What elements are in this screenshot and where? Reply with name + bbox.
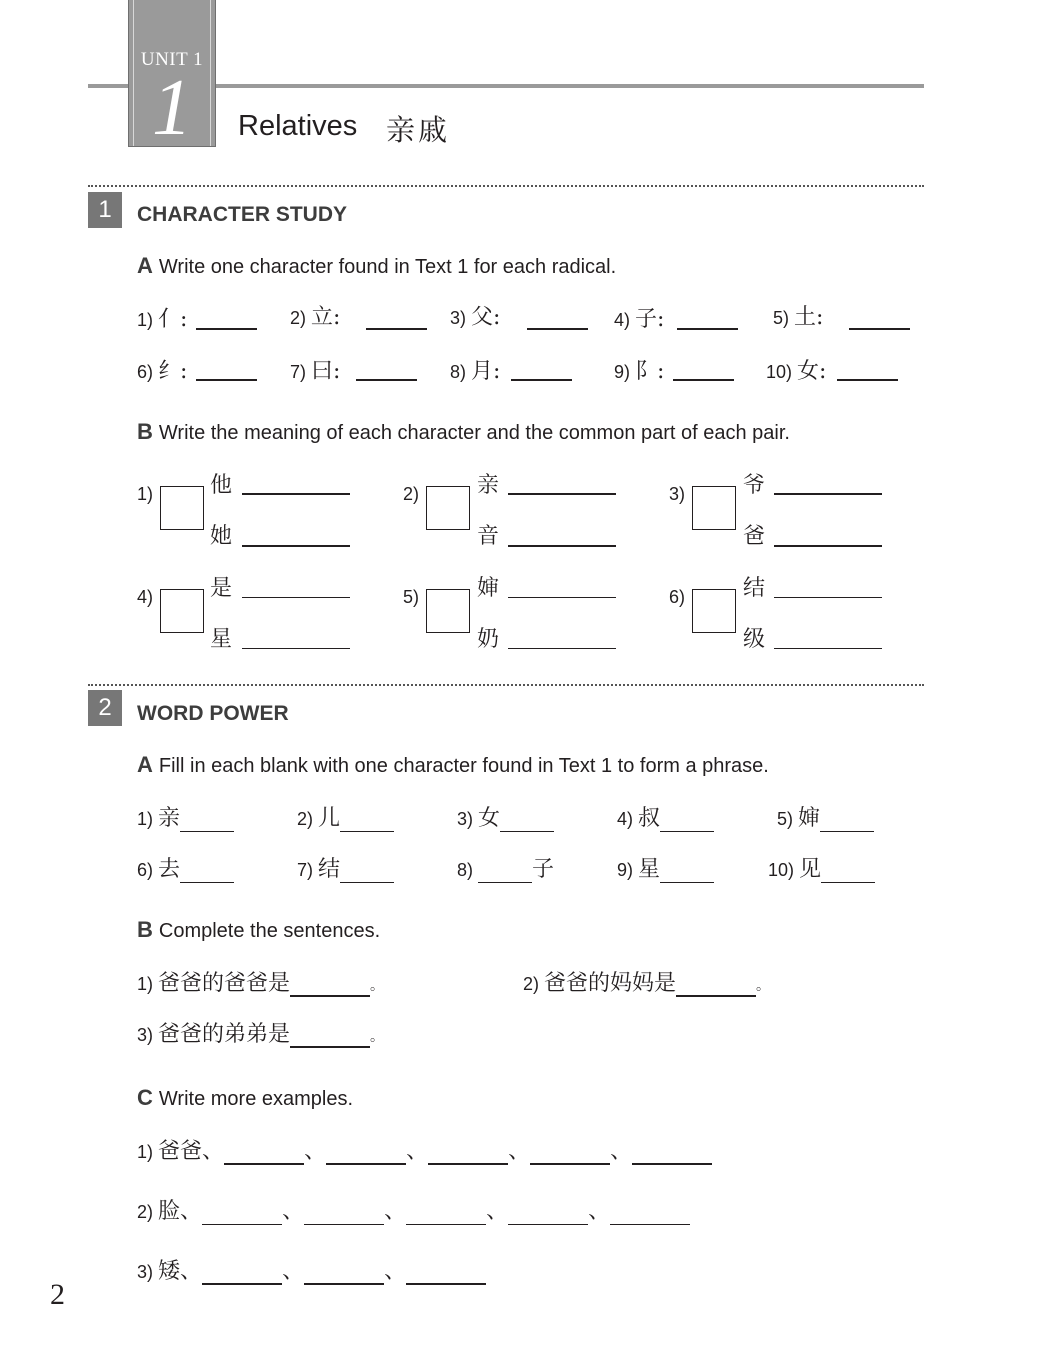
radical-item: 5) 土: bbox=[773, 305, 824, 330]
unit-title: Relatives bbox=[238, 110, 358, 142]
common-part-box[interactable] bbox=[426, 589, 470, 633]
pair-number: 2) bbox=[403, 484, 420, 504]
page-number: 2 bbox=[50, 1278, 65, 1311]
pair-char-top: 结 bbox=[743, 576, 766, 601]
pair-number: 6) bbox=[669, 587, 686, 607]
section-title: WORD POWER bbox=[137, 702, 289, 725]
answer-blank[interactable] bbox=[837, 379, 898, 381]
exercise-letter: B bbox=[137, 917, 153, 942]
example-blank[interactable] bbox=[406, 1263, 486, 1285]
meaning-blank[interactable] bbox=[774, 545, 882, 547]
example-blank[interactable] bbox=[406, 1204, 486, 1225]
sentence-item: 2) 爸爸的妈妈是 。 bbox=[523, 971, 771, 996]
phrase-blank[interactable] bbox=[340, 811, 394, 832]
common-part-box[interactable] bbox=[692, 589, 736, 633]
examples-row: 2) 脸、 、 、 、 、 bbox=[137, 1194, 690, 1225]
answer-blank[interactable] bbox=[366, 328, 427, 330]
unit-label: UNIT 1 bbox=[140, 49, 204, 70]
section-divider bbox=[88, 684, 924, 686]
example-blank[interactable] bbox=[530, 1143, 610, 1165]
exercise-letter: B bbox=[137, 419, 153, 444]
meaning-blank[interactable] bbox=[774, 493, 882, 495]
radical-item: 10) 女: bbox=[766, 359, 827, 384]
radical-item: 2) 立: bbox=[290, 305, 341, 330]
exercise-instruction bbox=[137, 419, 790, 445]
section-title: CHARACTER STUDY bbox=[137, 203, 347, 226]
pair-char-bottom: 爸 bbox=[743, 524, 766, 549]
radical-item: 1) 亻: bbox=[137, 307, 188, 332]
meaning-blank[interactable] bbox=[242, 648, 350, 649]
exercise-instruction bbox=[137, 253, 616, 279]
pair-char-bottom: 她 bbox=[210, 524, 233, 549]
phrase-item: 8) 子 bbox=[457, 857, 555, 882]
section-number: 1 bbox=[88, 192, 122, 228]
meaning-blank[interactable] bbox=[774, 597, 882, 598]
answer-blank[interactable] bbox=[849, 328, 910, 330]
radical-item: 8) 月: bbox=[450, 359, 501, 384]
common-part-box[interactable] bbox=[426, 486, 470, 530]
phrase-blank[interactable] bbox=[660, 811, 714, 832]
pair-char-top: 他 bbox=[210, 473, 233, 498]
pair-char-top: 亲 bbox=[477, 473, 500, 498]
pair-char-bottom: 星 bbox=[210, 627, 233, 652]
example-blank[interactable] bbox=[632, 1143, 712, 1165]
example-blank[interactable] bbox=[304, 1263, 384, 1285]
pair-number: 1) bbox=[137, 484, 154, 504]
header-rule bbox=[88, 84, 128, 88]
phrase-item: 2) 儿 bbox=[297, 801, 394, 832]
pair-char-top: 爷 bbox=[743, 473, 766, 498]
phrase-blank[interactable] bbox=[180, 811, 234, 832]
phrase-item: 3) 女 bbox=[457, 801, 554, 832]
sentence-item: 3) 爸爸的弟弟是 。 bbox=[137, 1022, 385, 1047]
exercise-letter: A bbox=[137, 253, 153, 278]
phrase-item: 4) 叔 bbox=[617, 801, 714, 832]
example-blank[interactable] bbox=[508, 1204, 588, 1225]
answer-blank[interactable] bbox=[511, 379, 572, 381]
example-blank[interactable] bbox=[610, 1204, 690, 1225]
pair-char-bottom: 奶 bbox=[477, 627, 500, 652]
exercise-letter: A bbox=[137, 752, 153, 777]
example-blank[interactable] bbox=[202, 1204, 282, 1225]
meaning-blank[interactable] bbox=[774, 648, 882, 649]
phrase-blank[interactable] bbox=[180, 862, 234, 883]
exercise-letter: C bbox=[137, 1085, 153, 1110]
instruction-text: Write more examples. bbox=[158, 1088, 354, 1110]
meaning-blank[interactable] bbox=[508, 597, 616, 598]
meaning-blank[interactable] bbox=[508, 545, 616, 547]
example-blank[interactable] bbox=[326, 1143, 406, 1165]
meaning-blank[interactable] bbox=[242, 545, 350, 547]
phrase-blank[interactable] bbox=[340, 862, 394, 883]
phrase-blank[interactable] bbox=[820, 811, 874, 832]
answer-blank[interactable] bbox=[527, 328, 588, 330]
section-divider bbox=[88, 185, 924, 187]
answer-blank[interactable] bbox=[356, 379, 417, 381]
radical-item: 6) 纟: bbox=[137, 359, 188, 384]
phrase-item: 1) 亲 bbox=[137, 801, 234, 832]
exercise-instruction bbox=[137, 917, 380, 943]
instruction-text: Write one character found in Text 1 for each radical. bbox=[158, 256, 617, 278]
phrase-blank[interactable] bbox=[660, 862, 714, 883]
pair-number: 4) bbox=[137, 587, 154, 607]
phrase-item: 7) 结 bbox=[297, 852, 394, 883]
sentence-blank[interactable] bbox=[290, 975, 370, 997]
answer-blank[interactable] bbox=[677, 328, 738, 330]
meaning-blank[interactable] bbox=[242, 597, 350, 598]
radical-item: 4) 子: bbox=[614, 307, 665, 332]
example-blank[interactable] bbox=[304, 1204, 384, 1225]
pair-char-top: 是 bbox=[210, 576, 233, 601]
instruction-text: Write the meaning of each character and the common part of each pair. bbox=[158, 422, 790, 444]
examples-row: 3) 矮、 、 、 bbox=[137, 1254, 486, 1285]
example-blank[interactable] bbox=[428, 1143, 508, 1165]
phrase-blank[interactable] bbox=[500, 811, 554, 832]
instruction-text: Complete the sentences. bbox=[158, 920, 381, 942]
unit-title-chinese: 亲戚 bbox=[386, 113, 451, 147]
unit-tab bbox=[128, 0, 216, 152]
phrase-item: 5) 婶 bbox=[777, 801, 874, 832]
radical-item: 9) 阝: bbox=[614, 359, 665, 384]
exercise-instruction bbox=[137, 1085, 353, 1111]
sentence-blank[interactable] bbox=[290, 1026, 370, 1048]
pair-char-bottom: 级 bbox=[743, 627, 766, 652]
exercise-instruction bbox=[137, 752, 769, 778]
instruction-text: Fill in each blank with one character found in Text 1 to form a phrase. bbox=[158, 755, 769, 777]
phrase-blank[interactable] bbox=[821, 862, 875, 883]
example-blank[interactable] bbox=[224, 1143, 304, 1165]
phrase-item: 9) 星 bbox=[617, 852, 714, 883]
header-rule bbox=[216, 84, 924, 88]
phrase-blank[interactable] bbox=[478, 862, 532, 883]
phrase-item: 6) 去 bbox=[137, 852, 234, 883]
sentence-item: 1) 爸爸的爸爸是 。 bbox=[137, 971, 385, 996]
answer-blank[interactable] bbox=[196, 379, 257, 381]
meaning-blank[interactable] bbox=[242, 493, 350, 495]
phrase-item: 10) 见 bbox=[768, 852, 875, 883]
example-blank[interactable] bbox=[202, 1263, 282, 1285]
pair-number: 3) bbox=[669, 484, 686, 504]
examples-row: 1) 爸爸、 、 、 、 、 bbox=[137, 1134, 712, 1165]
pair-char-bottom: 音 bbox=[477, 524, 500, 549]
answer-blank[interactable] bbox=[673, 379, 734, 381]
pair-number: 5) bbox=[403, 587, 420, 607]
radical-item: 3) 父: bbox=[450, 305, 501, 330]
answer-blank[interactable] bbox=[196, 328, 257, 330]
pair-char-top: 婶 bbox=[477, 576, 500, 601]
common-part-box[interactable] bbox=[692, 486, 736, 530]
meaning-blank[interactable] bbox=[508, 648, 616, 649]
common-part-box[interactable] bbox=[160, 486, 204, 530]
meaning-blank[interactable] bbox=[508, 493, 616, 495]
unit-number: 1 bbox=[152, 64, 192, 152]
sentence-blank[interactable] bbox=[676, 975, 756, 997]
radical-item: 7) 曰: bbox=[290, 359, 341, 384]
common-part-box[interactable] bbox=[160, 589, 204, 633]
section-number: 2 bbox=[88, 690, 122, 726]
